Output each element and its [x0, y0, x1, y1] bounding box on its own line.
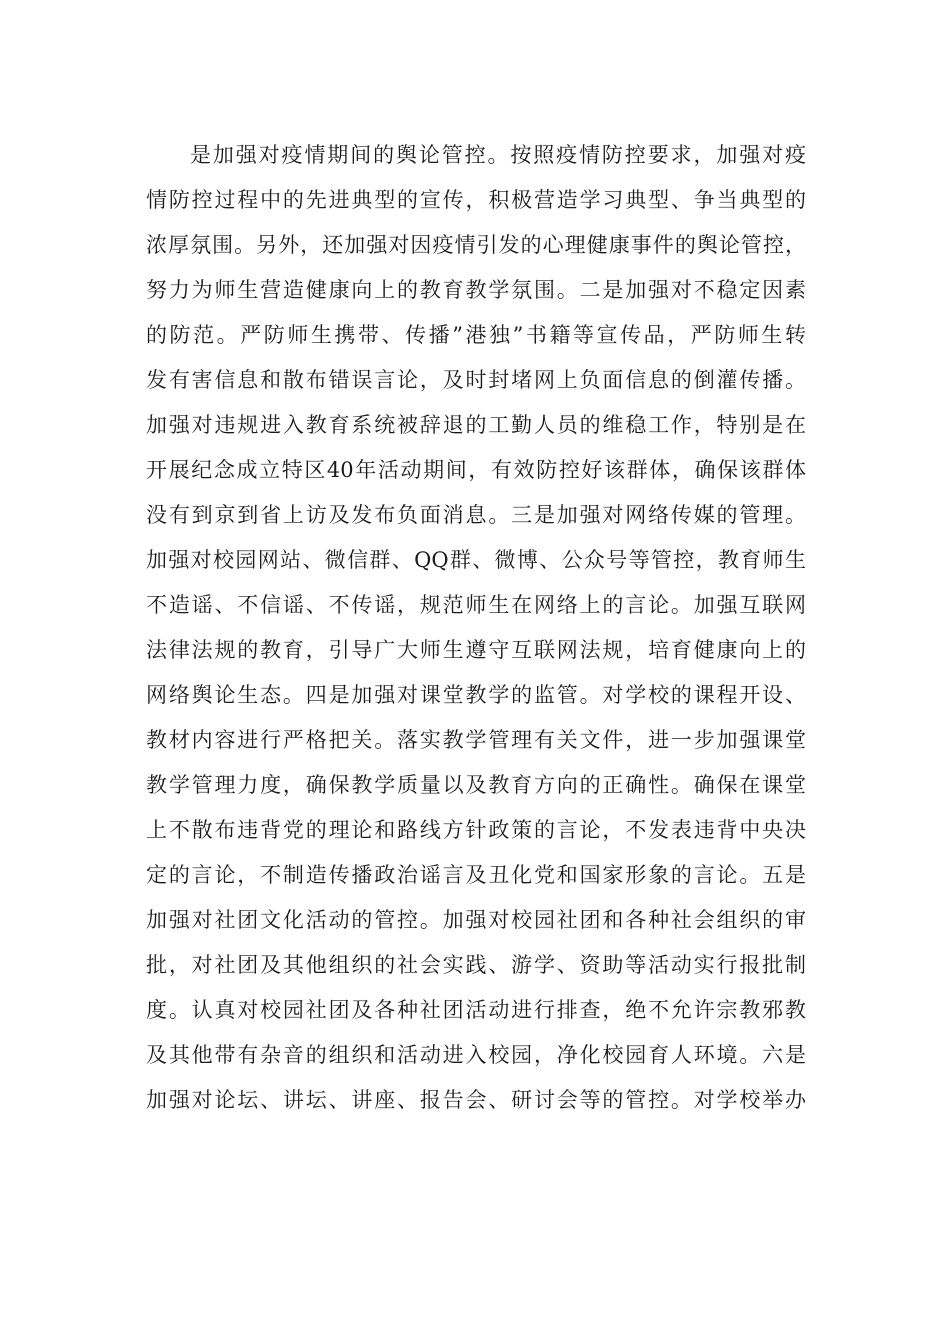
- text-line: 是加强对疫情期间的舆论管控。按照疫情防控要求，加强对疫: [190, 143, 806, 167]
- text-line: 及其他带有杂音的组织和活动进入校园，净化校园育人环境。六是: [146, 1043, 806, 1067]
- text-line: 开展纪念成立特区40年活动期间，有效防控好该群体，确保该群体: [146, 458, 806, 482]
- text-line: 没有到京到省上访及发布负面消息。三是加强对网络传媒的管理。: [146, 503, 806, 527]
- text-line: 教材内容进行严格把关。落实教学管理有关文件，进一步加强课堂: [146, 728, 806, 752]
- text-line: 加强对论坛、讲坛、讲座、报告会、研讨会等的管控。对学校举办: [146, 1088, 806, 1112]
- text-line: 定的言论，不制造传播政治谣言及丑化党和国家形象的言论。五是: [146, 863, 806, 887]
- text-line: 教学管理力度，确保教学质量以及教育方向的正确性。确保在课堂: [146, 773, 806, 797]
- text-line: 度。认真对校园社团及各种社团活动进行排查，绝不允许宗教邪教: [146, 998, 806, 1022]
- text-line: 努力为师生营造健康向上的教育教学氛围。二是加强对不稳定因素: [146, 278, 806, 302]
- text-line: 批，对社团及其他组织的社会实践、游学、资助等活动实行报批制: [146, 953, 806, 977]
- text-line: 不造谣、不信谣、不传谣，规范师生在网络上的言论。加强互联网: [146, 593, 806, 617]
- text-line: 网络舆论生态。四是加强对课堂教学的监管。对学校的课程开设、: [146, 683, 806, 707]
- text-line: 情防控过程中的先进典型的宣传，积极营造学习典型、争当典型的: [146, 188, 806, 212]
- text-line: 加强对社团文化活动的管控。加强对校园社团和各种社会组织的审: [146, 908, 806, 932]
- text-line: 的防范。严防师生携带、传播”港独”书籍等宣传品，严防师生转: [146, 323, 806, 347]
- text-line: 发有害信息和散布错误言论，及时封堵网上负面信息的倒灌传播。: [146, 368, 806, 392]
- body-text: [146, 133, 806, 1123]
- text-line: 法律法规的教育，引导广大师生遵守互联网法规，培育健康向上的: [146, 638, 806, 662]
- text-line: 加强对校园网站、微信群、QQ群、微博、公众号等管控，教育师生: [146, 548, 806, 572]
- text-line: 浓厚氛围。另外，还加强对因疫情引发的心理健康事件的舆论管控，: [146, 233, 806, 257]
- text-line: 加强对违规进入教育系统被辞退的工勤人员的维稳工作，特别是在: [146, 413, 806, 437]
- text-line: 上不散布违背党的理论和路线方针政策的言论，不发表违背中央决: [146, 818, 806, 842]
